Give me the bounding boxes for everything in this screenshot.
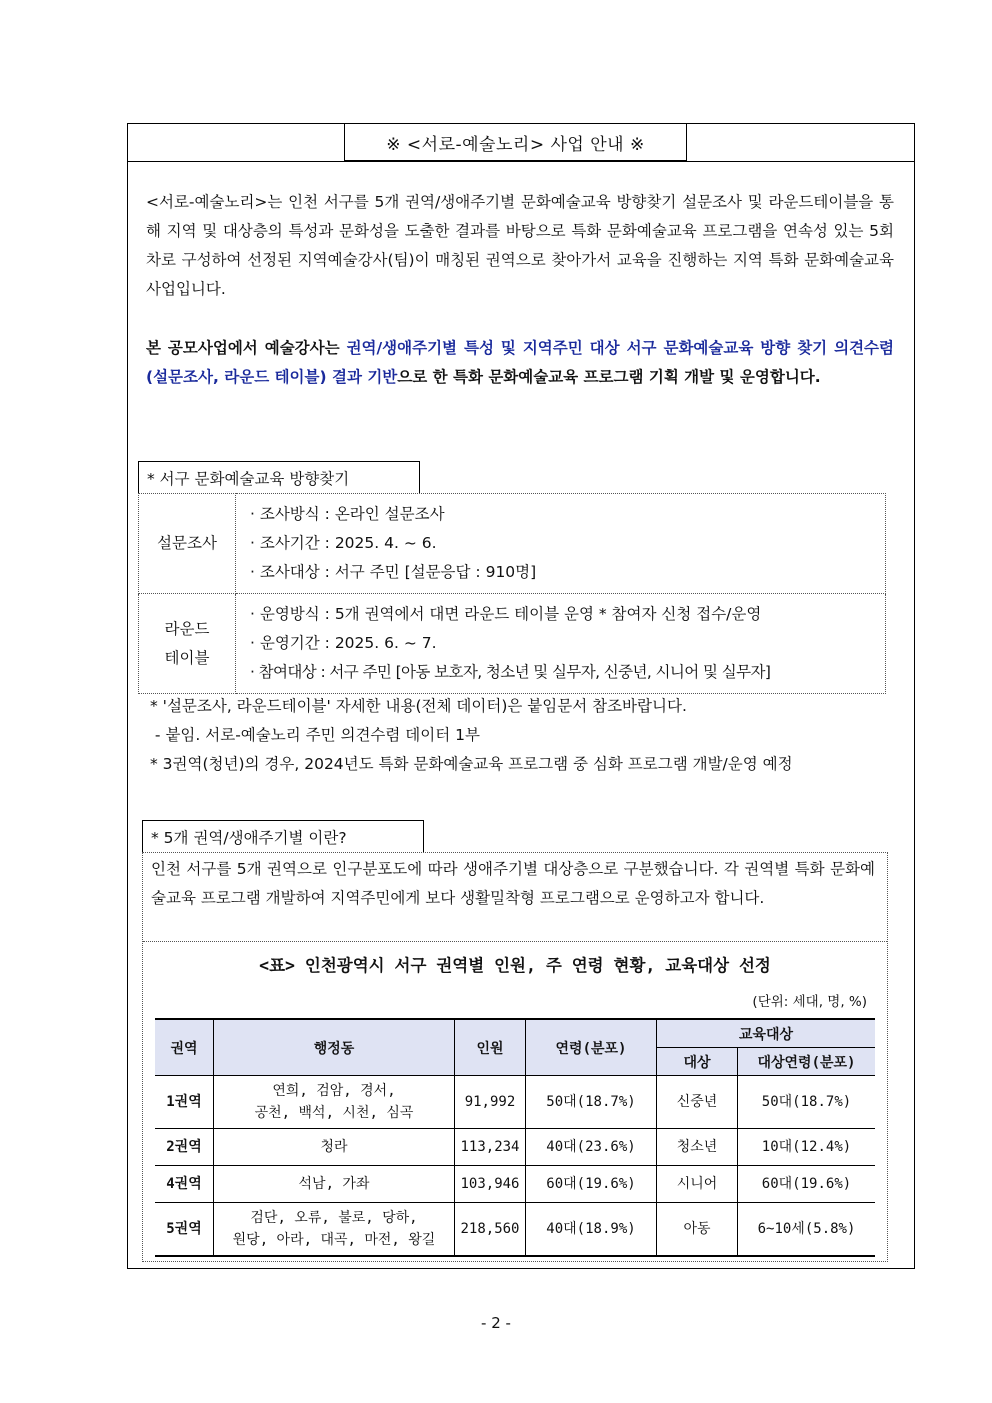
table-title: <표> 인천광역시 서구 권역별 인원, 주 연령 현황, 교육대상 선정 xyxy=(259,956,771,975)
cell-dong-line: 원당, 아라, 대곡, 마전, 왕길 xyxy=(232,1232,436,1248)
table-row xyxy=(155,1129,875,1166)
cell-region: 5권역 xyxy=(155,1203,214,1257)
cell-dong: 석남, 가좌 xyxy=(214,1166,455,1203)
survey-details xyxy=(236,494,886,594)
cell-population: 103,946 xyxy=(455,1166,526,1203)
cell-target-age: 6~10세(5.8%) xyxy=(738,1203,876,1257)
survey-method: · 조사방식 : 온라인 설문조사 xyxy=(250,505,445,523)
table-row xyxy=(155,1166,875,1203)
cell-region: 4권역 xyxy=(155,1166,214,1203)
col-target-age: 대상연령(분포) xyxy=(738,1048,876,1076)
col-population: 인원 xyxy=(455,1019,526,1076)
intro-paragraph: <서로-예술노리>는 인천 서구를 5개 권역/생애주기별 문화예술교육 방향찾기 설문조사 및 라운드테이블을 통해 지역 및 대상층의 특성과 문화성을 도출한 결과를 바탕으로 특화 문화예술교육 프로그램을 연속성 있는 5회차로 구성하여 선정된 지역예술강사(팀)이 매칭된 권역으로 찾아가서 교육을 진행하는 지역 특화 문화예술교육 사업입니다. xyxy=(146,193,894,298)
cell-dong xyxy=(214,1203,455,1257)
table-unit: (단위: 세대, 명, %) xyxy=(752,994,867,1010)
page-title: ※ <서로-예술노리> 사업 안내 ※ xyxy=(344,123,687,161)
summary-paragraph xyxy=(146,334,894,392)
note-item: - 붙임. 서로-예술노리 주민 의견수렴 데이터 1부 xyxy=(150,726,480,744)
cell-region: 1권역 xyxy=(155,1076,214,1129)
cell-age: 40대(18.9%) xyxy=(526,1203,657,1257)
cell-population: 91,992 xyxy=(455,1076,526,1129)
cell-target: 청소년 xyxy=(657,1129,738,1166)
survey-notes xyxy=(150,692,793,779)
summary-text-b: 으로 한 특화 문화예술교육 프로그램 기획 개발 및 운영합니다. xyxy=(397,368,821,386)
region-description: 인천 서구를 5개 권역으로 인구분포도에 따라 생애주기별 대상층으로 구분했습니다. 각 권역별 특화 문화예술교육 프로그램 개발하여 지역주민에게 보다 생활밀착형 프로그램으로 운영하고자 합니다. xyxy=(151,860,875,907)
summary-text-a: 본 공모사업에서 예술강사는 xyxy=(146,339,347,357)
cell-target-age: 10대(12.4%) xyxy=(738,1129,876,1166)
roundtable-period: · 운영기간 : 2025. 6. ~ 7. xyxy=(250,634,437,652)
col-target: 대상 xyxy=(657,1048,738,1076)
cell-age: 60대(19.6%) xyxy=(526,1166,657,1203)
region-table-box xyxy=(143,941,887,1261)
survey-period: · 조사기간 : 2025. 4. ~ 6. xyxy=(250,534,437,552)
cell-age: 40대(23.6%) xyxy=(526,1129,657,1166)
note-item: * 3권역(청년)의 경우, 2024년도 특화 문화예술교육 프로그램 중 심화 프로그램 개발/운영 예정 xyxy=(150,755,793,773)
roundtable-label-2: 테이블 xyxy=(164,648,210,667)
survey-table xyxy=(138,493,886,694)
col-age: 연령(분포) xyxy=(526,1019,657,1076)
cell-dong xyxy=(214,1076,455,1129)
cell-target: 신중년 xyxy=(657,1076,738,1129)
region-table xyxy=(155,1018,875,1257)
col-dong: 행정동 xyxy=(214,1019,455,1076)
cell-dong-line: 검단, 오류, 불로, 당하, xyxy=(250,1210,418,1226)
col-edu-group: 교육대상 xyxy=(657,1019,876,1048)
table-row xyxy=(155,1203,875,1257)
cell-dong-line: 연희, 검암, 경서, xyxy=(272,1083,396,1099)
roundtable-row xyxy=(139,594,886,694)
cell-age: 50대(18.7%) xyxy=(526,1076,657,1129)
summary-highlight: 권역/생애주기별 특성 및 지역주민 대상 서구 문화예술교육 방향 찾기 의견수렴(설문조사, 라운드 테이블) 결과 기반 xyxy=(146,339,894,386)
cell-population: 218,560 xyxy=(455,1203,526,1257)
region-section xyxy=(142,852,888,1262)
survey-label: 설문조사 xyxy=(139,494,236,594)
roundtable-label-1: 라운드 xyxy=(164,619,210,638)
table-header-row xyxy=(155,1019,875,1048)
cell-dong-line: 공천, 백석, 시천, 심곡 xyxy=(254,1105,414,1121)
title-row xyxy=(128,124,914,162)
roundtable-method: · 운영방식 : 5개 권역에서 대면 라운드 테이블 운영 * 참여자 신청 접수/운영 xyxy=(250,605,762,623)
note-item: * '설문조사, 라운드테이블' 자세한 내용(전체 데이터)은 붙임문서 참조바랍니다. xyxy=(150,697,687,715)
survey-row xyxy=(139,494,886,594)
survey-section-heading: * 서구 문화예술교육 방향찾기 xyxy=(138,461,420,493)
cell-region: 2권역 xyxy=(155,1129,214,1166)
region-section-heading: * 5개 권역/생애주기별 이란? xyxy=(142,820,424,852)
cell-target-age: 60대(19.6%) xyxy=(738,1166,876,1203)
cell-target: 시니어 xyxy=(657,1166,738,1203)
cell-target-age: 50대(18.7%) xyxy=(738,1076,876,1129)
roundtable-label xyxy=(139,594,236,694)
cell-target: 아동 xyxy=(657,1203,738,1257)
notice-frame xyxy=(127,123,915,1269)
survey-target: · 조사대상 : 서구 주민 [설문응답 : 910명] xyxy=(250,563,537,581)
page-number: - 2 - xyxy=(481,1314,511,1332)
cell-dong: 청라 xyxy=(214,1129,455,1166)
col-region: 권역 xyxy=(155,1019,214,1076)
table-row xyxy=(155,1076,875,1129)
roundtable-details xyxy=(236,594,886,694)
roundtable-target: · 참여대상 : 서구 주민 [아동 보호자, 청소년 및 실무자, 신중년, 시니어 및 실무자] xyxy=(250,663,771,681)
cell-population: 113,234 xyxy=(455,1129,526,1166)
